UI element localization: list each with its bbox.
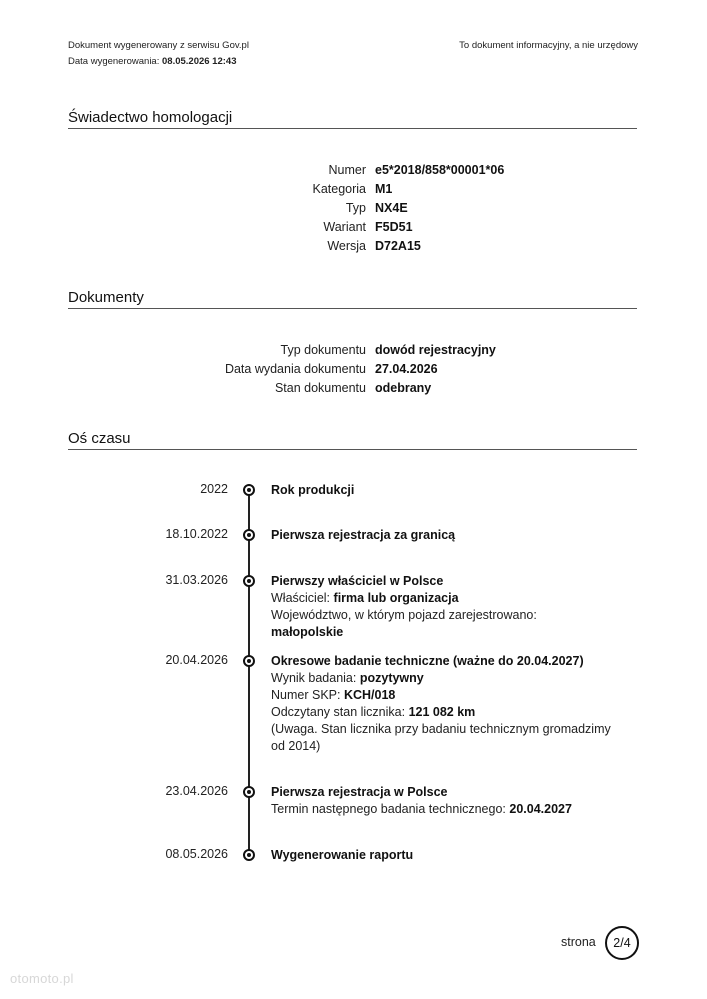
timeline-event <box>271 653 611 755</box>
timeline-dot-icon <box>243 786 255 798</box>
timeline-date: 23.04.2026 <box>165 784 228 798</box>
section-title-homologation: Świadectwo homologacji <box>68 109 637 129</box>
timeline-event-title: Rok produkcji <box>271 483 355 497</box>
timeline-event-title: Pierwsza rejestracja w Polsce <box>271 785 448 799</box>
timeline-event-title: Pierwszy właściciel w Polsce <box>271 574 444 588</box>
kv-value: D72A15 <box>375 239 421 253</box>
timeline-event-title: Pierwsza rejestracja za granicą <box>271 528 456 542</box>
voivodeship-value: małopolskie <box>271 625 344 639</box>
result-value: pozytywny <box>359 671 424 685</box>
kv-row <box>0 239 707 257</box>
timeline-event-title: Wygenerowanie raportu <box>271 848 414 862</box>
skp-label: Numer SKP: <box>271 688 341 702</box>
timeline-event <box>271 573 611 641</box>
kv-row <box>0 163 707 181</box>
timeline-event <box>271 847 611 864</box>
kv-value: NX4E <box>375 201 408 215</box>
timeline-date: 08.05.2026 <box>165 847 228 861</box>
page-number: 2/4 <box>605 926 639 960</box>
kv-label: Numer <box>328 163 366 177</box>
watermark: otomoto.pl <box>10 971 74 986</box>
timeline-dot-icon <box>243 655 255 667</box>
kv-row <box>0 362 707 380</box>
kv-label: Typ dokumentu <box>280 343 366 357</box>
next-inspection-line <box>271 801 611 818</box>
owner-line <box>271 590 611 607</box>
kv-row <box>0 343 707 361</box>
timeline-date: 31.03.2026 <box>165 573 228 587</box>
timeline-event-title: Okresowe badanie techniczne (ważne do 20.04.2027) <box>271 654 584 668</box>
kv-label: Wariant <box>323 220 366 234</box>
kv-value: 27.04.2026 <box>375 362 438 376</box>
kv-value: dowód rejestracyjny <box>375 343 496 357</box>
section-title-timeline: Oś czasu <box>68 430 637 450</box>
result-label: Wynik badania: <box>271 671 357 685</box>
generated-date-value: 08.05.2026 12:43 <box>162 56 237 67</box>
skp-line <box>271 687 611 704</box>
page-label: strona <box>561 935 596 949</box>
odometer-line <box>271 704 611 721</box>
owner-label: Właściciel: <box>271 591 331 605</box>
timeline-dot-icon <box>243 529 255 541</box>
timeline-date: 18.10.2022 <box>165 527 228 541</box>
kv-value: F5D51 <box>375 220 413 234</box>
timeline-event <box>271 482 611 499</box>
generated-date <box>68 56 236 67</box>
kv-value: odebrany <box>375 381 432 395</box>
kv-row <box>0 201 707 219</box>
timeline-dot-icon <box>243 575 255 587</box>
voivodeship-label: Województwo, w którym pojazd zarejestrowano: <box>271 608 537 622</box>
timeline-date: 2022 <box>200 482 228 496</box>
kv-row <box>0 182 707 200</box>
kv-label: Data wydania dokumentu <box>224 362 366 376</box>
owner-value: firma lub organizacja <box>333 591 459 605</box>
timeline-event <box>271 784 611 818</box>
timeline-date: 20.04.2026 <box>165 653 228 667</box>
kv-row <box>0 381 707 399</box>
section-title-documents: Dokumenty <box>68 289 637 309</box>
kv-label: Stan dokumentu <box>274 381 366 395</box>
result-line <box>271 670 611 687</box>
generated-date-label: Data wygenerowania: <box>68 56 160 67</box>
skp-value: KCH/018 <box>343 688 396 702</box>
kv-value: e5*2018/858*00001*06 <box>375 163 505 177</box>
kv-label: Kategoria <box>312 182 366 196</box>
timeline-line <box>248 490 250 855</box>
timeline-dot-icon <box>243 484 255 496</box>
odometer-note: (Uwaga. Stan licznika przy badaniu technicznym gromadzimy od 2014) <box>271 722 611 753</box>
odometer-label: Odczytany stan licznika: <box>271 705 406 719</box>
next-inspection-label: Termin następnego badania technicznego: <box>271 802 506 816</box>
voivodeship-line <box>271 607 611 641</box>
kv-label: Wersja <box>327 239 366 253</box>
timeline-event <box>271 527 611 544</box>
timeline-dot-icon <box>243 849 255 861</box>
source-note: Dokument wygenerowany z serwisu Gov.pl <box>68 40 249 51</box>
odometer-value: 121 082 km <box>408 705 476 719</box>
kv-value: M1 <box>375 182 393 196</box>
kv-label: Typ <box>345 201 366 215</box>
disclaimer: To dokument informacyjny, a nie urzędowy <box>459 40 638 51</box>
kv-row <box>0 220 707 238</box>
next-inspection-value: 20.04.2027 <box>509 802 572 816</box>
